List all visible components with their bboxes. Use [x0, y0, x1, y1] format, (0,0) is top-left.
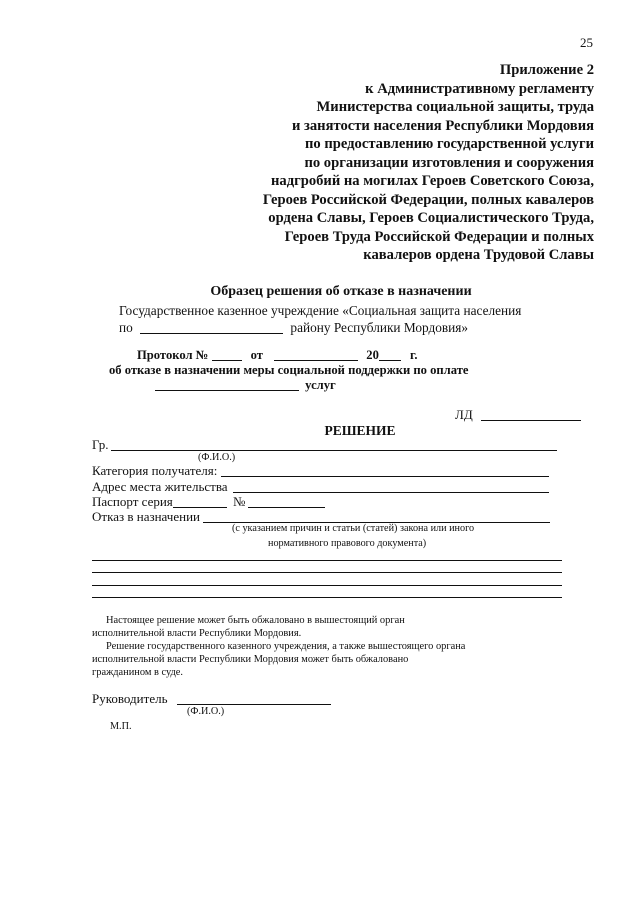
passport-series-blank [173, 494, 227, 508]
refusal-label: Отказ в назначении [92, 509, 200, 524]
district-blank [140, 333, 283, 334]
protocol-line [137, 348, 418, 363]
head-signature-blank [177, 691, 331, 705]
ld-label: ЛД [455, 407, 473, 422]
appendix-line: и занятости населения Республики Мордовия [291, 117, 594, 134]
appendix-line: к Административному регламенту [365, 80, 594, 97]
appeal-para-2-line-2: исполнительной власти Республики Мордовия может быть обжаловано [92, 654, 409, 665]
protocol-year-suffix: г. [410, 348, 418, 362]
decision-title: РЕШЕНИЕ [324, 423, 396, 438]
institution-line-2 [119, 320, 521, 337]
form-title: Образец решения об отказе в назначении [210, 284, 472, 299]
reason-line [92, 572, 562, 573]
appeal-para-2-line-1: Решение государственного казенного учреждения, а также вышестоящего органа [106, 641, 466, 652]
protocol-from-label: от [250, 348, 263, 362]
appeal-para-1-line-2: исполнительной власти Республики Мордовия. [92, 628, 302, 639]
appendix-line: ордена Славы, Героев Социалистического Труда, [268, 210, 594, 226]
address-blank [233, 479, 549, 493]
protocol-services-label: услуг [305, 378, 336, 392]
appendix-line: Приложение 2 [499, 62, 594, 78]
ld-blank [481, 420, 581, 421]
reason-line [92, 560, 562, 561]
ld-line [455, 407, 581, 423]
appendix-line: кавалеров ордена Трудовой Славы [363, 247, 594, 263]
appendix-line: надгробий на могилах Героев Советского Союза, [271, 173, 594, 189]
protocol-year-label: 20 [366, 348, 379, 362]
appeal-para-1-line-1: Настоящее решение может быть обжаловано в вышестоящий орган [106, 615, 405, 626]
reason-line [92, 597, 562, 598]
appeal-para-2-line-3: гражданином в суде. [92, 667, 184, 678]
passport-number-blank [248, 494, 325, 508]
protocol-date-blank [274, 360, 358, 361]
institution-block [119, 303, 521, 336]
citizen-fio-hint: (Ф.И.О.) [198, 452, 236, 463]
services-blank [155, 390, 299, 391]
category-label: Категория получателя: [92, 463, 218, 478]
protocol-year-blank [379, 360, 401, 361]
page-number: 25 [580, 35, 593, 50]
appendix-line: Героев Труда Российской Федерации и полных [284, 228, 594, 245]
refusal-hint-line-2: нормативного правового документа) [268, 538, 427, 549]
protocol-subject: об отказе в назначении меры социальной поддержки по оплате [109, 363, 469, 377]
citizen-blank [111, 437, 557, 451]
stamp-label: М.П. [110, 721, 132, 732]
institution-suffix: району Республики Мордовия» [290, 319, 469, 335]
passport-number-label: № [233, 494, 246, 509]
appendix-line: по организации изготовления и сооружения [304, 154, 594, 171]
appendix-line: Министерства социальной защиты, труда [316, 99, 594, 115]
refusal-hint-line-1: (с указанием причин и статьи (статей) закона или иного [232, 523, 475, 534]
passport-label: Паспорт серия [92, 494, 173, 509]
address-label: Адрес места жительства [92, 479, 228, 494]
appendix-line: по предоставлению государственной услуги [305, 136, 594, 152]
refusal-blank [203, 509, 550, 523]
head-fio-hint: (Ф.И.О.) [187, 706, 225, 717]
reason-line [92, 585, 562, 586]
institution-line-1: Государственное казенное учреждение «Социальная защита населения [119, 303, 522, 318]
protocol-number-blank [212, 360, 242, 361]
institution-prefix: по [119, 319, 133, 335]
citizen-label: Гр. [92, 437, 109, 452]
head-label: Руководитель [92, 691, 168, 706]
protocol-label: Протокол № [137, 348, 209, 362]
protocol-services-line [155, 378, 336, 393]
appendix-line: Героев Российской Федерации, полных кавалеров [262, 191, 594, 208]
appendix-header [263, 61, 594, 265]
category-blank [221, 463, 549, 477]
